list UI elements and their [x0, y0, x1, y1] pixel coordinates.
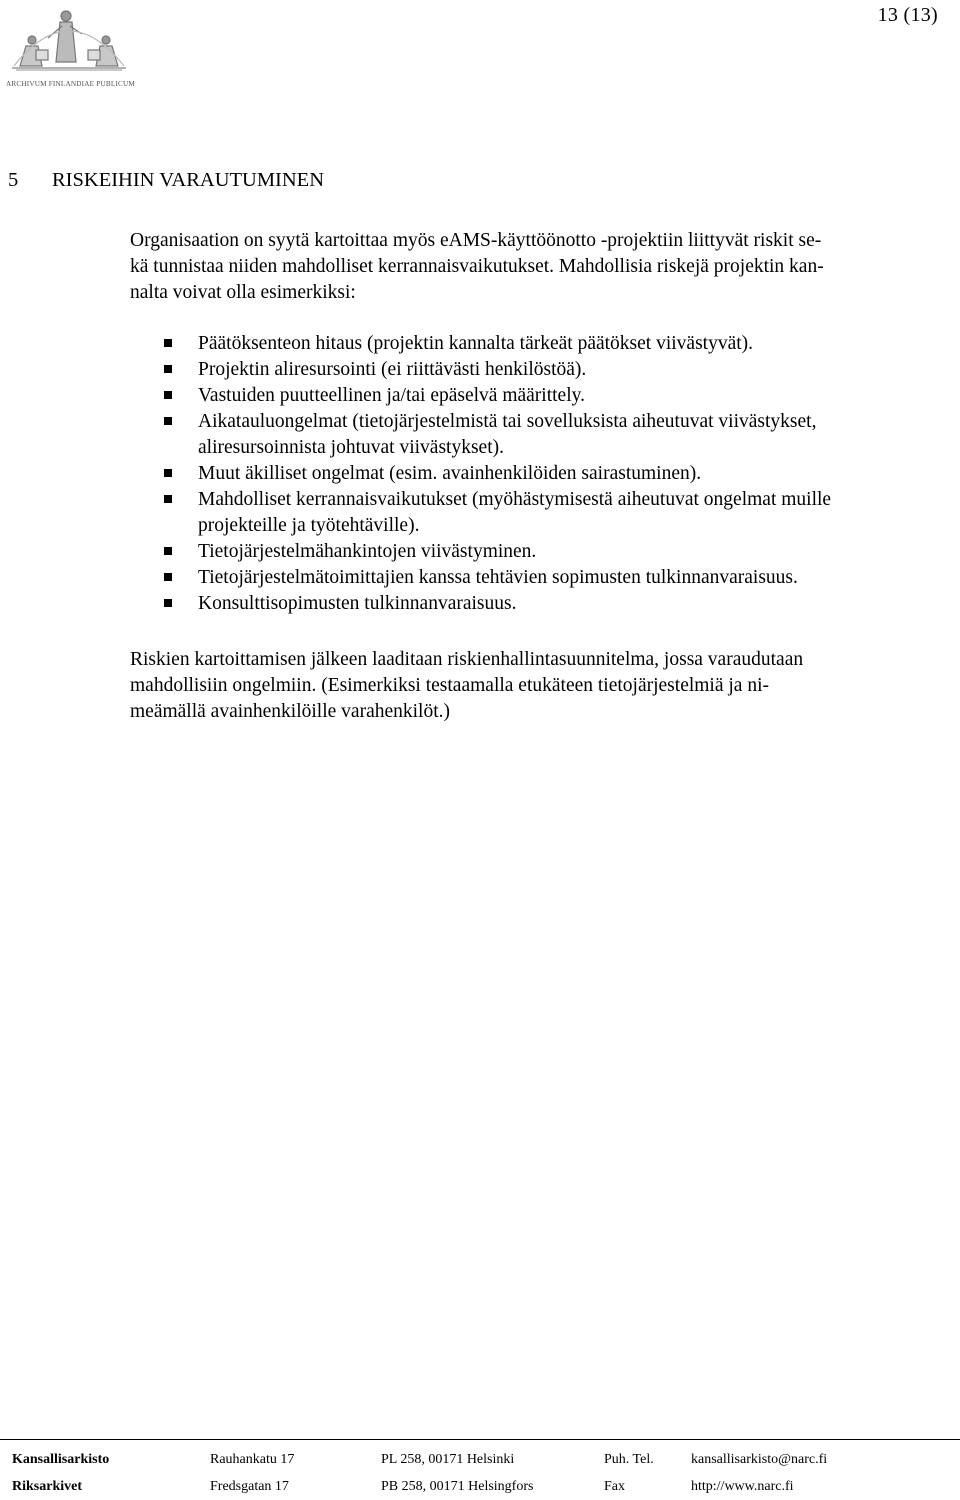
list-item-text: Tietojärjestelmähankintojen viivästyminen. — [198, 541, 537, 562]
page-footer — [0, 1439, 960, 1500]
page-number: 13 (13) — [877, 4, 938, 26]
footer-street-address: Rauhankatu 17 — [210, 1452, 295, 1467]
list-item-text: Mahdolliset kerrannaisvaikutukset (myöhästymisestä aiheutuvat ongelmat muille — [198, 489, 832, 510]
archive-logo — [6, 4, 135, 94]
section-number: 5 — [8, 169, 19, 191]
section-title: RISKEIHIN VARAUTUMINEN — [52, 169, 325, 191]
footer-fax-label: Fax — [604, 1479, 625, 1494]
list-item-text: Vastuiden puutteellinen ja/tai epäselvä määrittely. — [198, 385, 585, 406]
square-bullet-icon — [164, 365, 172, 373]
list-item-text: Projektin aliresursointi (ei riittävästi henkilöstöä). — [198, 359, 587, 380]
footer-org-name: Kansallisarkisto — [12, 1452, 110, 1467]
risk-list — [162, 331, 831, 617]
footer-website: http://www.narc.fi — [691, 1479, 794, 1494]
list-item — [162, 383, 831, 409]
list-item-text: aliresursoinnista johtuvat viivästykset). — [198, 437, 504, 458]
list-item-text: Tietojärjestelmätoimittajien kanssa tehtävien sopimusten tulkinnanvaraisuus. — [198, 567, 798, 588]
list-item-text: Päätöksenteon hitaus (projektin kannalta tärkeät päätökset viivästyvät). — [198, 333, 754, 354]
list-item — [162, 539, 831, 565]
paragraph-line: Riskien kartoittamisen jälkeen laaditaan riskienhallintasuunnitelma, jossa varaudutaan — [130, 649, 804, 670]
intro-paragraph — [130, 228, 930, 306]
paragraph-line: kä tunnistaa niiden mahdolliset kerrannaisvaikutukset. Mahdollisia riskejä projektin kan- — [130, 256, 824, 277]
list-item-text: projekteille ja työtehtäville). — [198, 515, 420, 536]
list-item — [162, 409, 831, 461]
square-bullet-icon — [164, 417, 172, 425]
footer-postal-address: PL 258, 00171 Helsinki — [381, 1452, 515, 1467]
list-item — [162, 461, 831, 487]
square-bullet-icon — [164, 469, 172, 477]
closing-paragraph — [130, 647, 930, 725]
paragraph-line: Organisaation on syytä kartoittaa myös eAMS-käyttöönotto -projektiin liittyvät riskit se- — [130, 230, 822, 251]
paragraph-line: meämällä avainhenkilöille varahenkilöt.) — [130, 701, 450, 722]
footer-street-address: Fredsgatan 17 — [210, 1479, 289, 1494]
section-heading — [8, 169, 324, 192]
square-bullet-icon — [164, 391, 172, 399]
list-item — [162, 357, 831, 383]
footer-phone-label: Puh. Tel. — [604, 1452, 654, 1467]
square-bullet-icon — [164, 573, 172, 581]
square-bullet-icon — [164, 547, 172, 555]
list-item-text: Muut äkilliset ongelmat (esim. avainhenkilöiden sairastuminen). — [198, 463, 702, 484]
list-item — [162, 487, 831, 539]
square-bullet-icon — [164, 339, 172, 347]
footer-divider — [0, 1439, 960, 1440]
list-item-text: Aikatauluongelmat (tietojärjestelmistä tai sovelluksista aiheutuvat viivästykset, — [198, 411, 817, 432]
list-item — [162, 565, 831, 591]
archive-logo-caption: ARCHIVUM FINLANDIAE PUBLICUM — [6, 80, 135, 88]
footer-postal-address: PB 258, 00171 Helsingfors — [381, 1479, 534, 1494]
square-bullet-icon — [164, 599, 172, 607]
footer-email: kansallisarkisto@narc.fi — [691, 1452, 828, 1467]
list-item — [162, 331, 831, 357]
list-item — [162, 591, 831, 617]
paragraph-line: nalta voivat olla esimerkiksi: — [130, 282, 356, 303]
footer-org-name: Riksarkivet — [12, 1479, 82, 1494]
list-item-text: Konsulttisopimusten tulkinnanvaraisuus. — [198, 593, 517, 614]
square-bullet-icon — [164, 495, 172, 503]
paragraph-line: mahdollisiin ongelmiin. (Esimerkiksi testaamalla etukäteen tietojärjestelmiä ja ni- — [130, 675, 769, 696]
